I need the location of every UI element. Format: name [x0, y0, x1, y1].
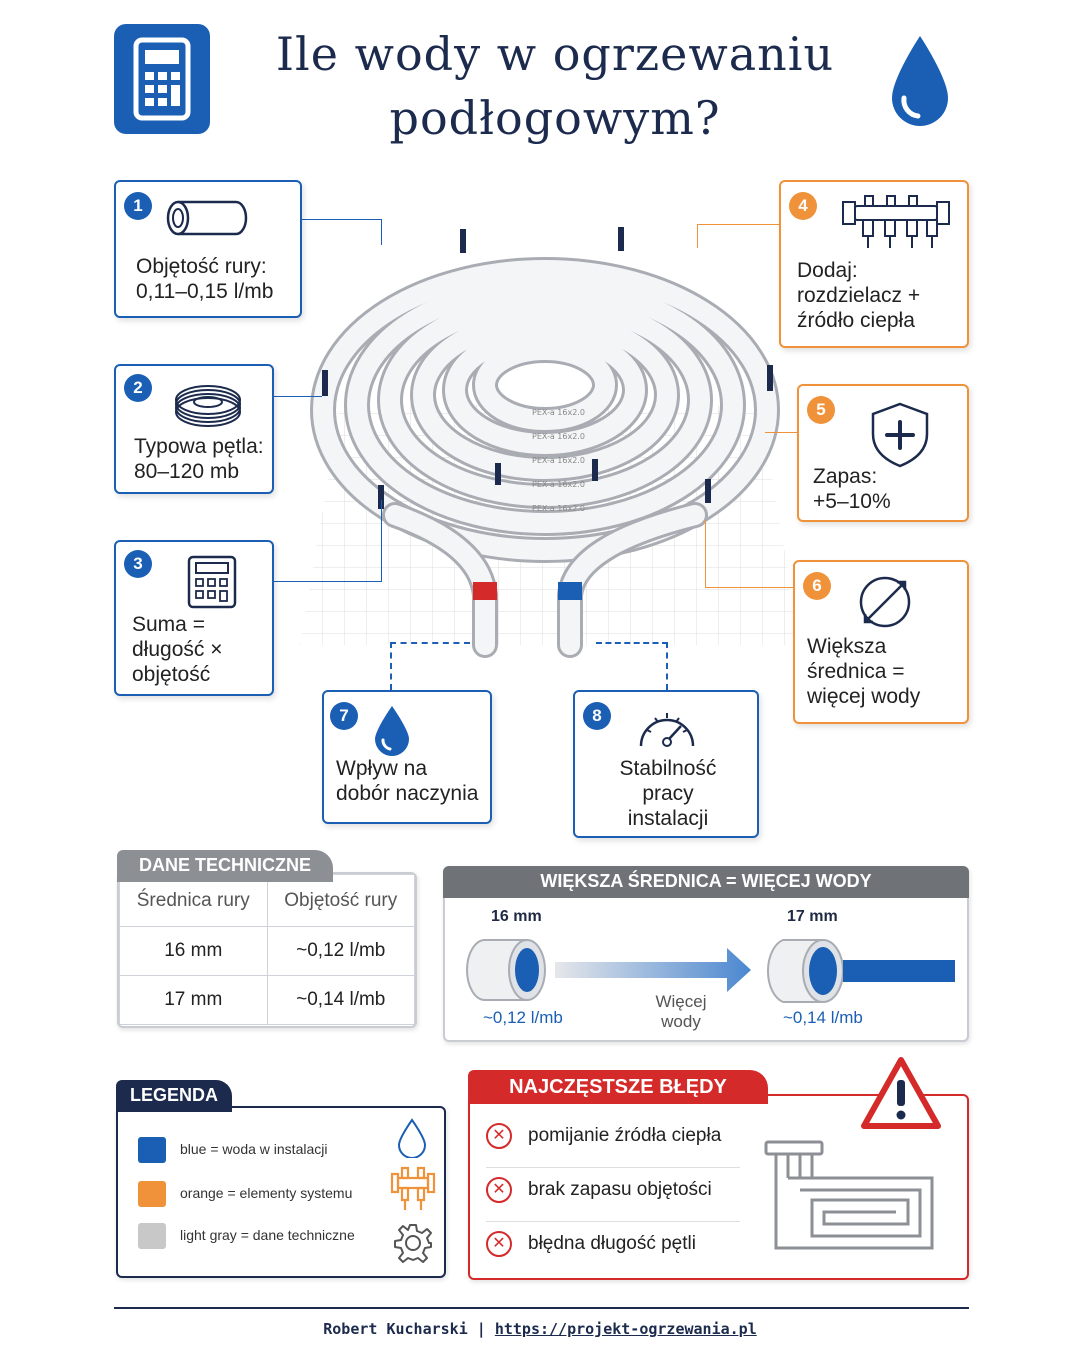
info-card-sum: 3 Suma = długość × objętość	[114, 540, 274, 696]
shield-plus-icon	[867, 400, 933, 468]
technical-data-table	[119, 874, 415, 1025]
diameter-panel-title: WIĘKSZA ŚREDNICA = WIĘCEJ WODY	[443, 866, 969, 898]
manifold-orange-icon	[390, 1166, 436, 1212]
common-errors-tab: NAJCZĘSTSZE BŁĘDY	[468, 1070, 768, 1104]
step-number: 2	[124, 374, 152, 402]
underfloor-pipe-coil-illustration	[300, 215, 800, 660]
connector-line-5	[765, 432, 797, 433]
legend-tab: LEGENDA	[116, 1080, 232, 1112]
table-header-row	[120, 875, 415, 927]
water-drop-icon	[396, 1118, 428, 1158]
legend-swatch-gray	[138, 1223, 166, 1249]
manifold-icon	[839, 194, 951, 252]
legend-swatch-orange	[138, 1181, 166, 1207]
error-item: ✕ błędna długość pętli	[486, 1224, 740, 1276]
manifold-loop-schematic-icon	[762, 1130, 942, 1258]
svg-text:PEX-a 16x2.0: PEX-a 16x2.0	[532, 504, 585, 513]
info-card-typical-loop: 2 Typowa pętla: 80–120 mb	[114, 364, 274, 494]
svg-text:PEX-a 16x2.0: PEX-a 16x2.0	[532, 456, 585, 465]
info-card-add-manifold: 4 Dodaj: rozdzielacz + źródło ciepła	[779, 180, 969, 348]
calculator-icon	[186, 554, 238, 610]
svg-text:PEX-a 16x2.0: PEX-a 16x2.0	[532, 408, 585, 417]
connector-line-2	[274, 396, 322, 397]
info-card-diameter: 6 Większa średnica = więcej wody	[793, 560, 969, 724]
table-cell: ~0,14 l/mb	[267, 976, 415, 1025]
column-header: Objętość rury	[267, 875, 415, 927]
legend-swatch-blue	[138, 1137, 166, 1163]
website-link[interactable]: https://projekt-ogrzewania.pl	[494, 1320, 757, 1338]
volume-label: ~0,12 l/mb	[483, 1008, 563, 1027]
svg-text:PEX-a 16x2.0: PEX-a 16x2.0	[532, 480, 585, 489]
step-number: 8	[583, 702, 611, 730]
pipe-size-label: 16 mm	[491, 908, 542, 925]
svg-text:PEX-a 16x2.0: PEX-a 16x2.0	[532, 432, 585, 441]
info-card-expansion-vessel: 7 Wpływ na dobór naczynia	[322, 690, 492, 824]
error-item: ✕ brak zapasu objętości	[486, 1170, 740, 1222]
step-number: 3	[124, 550, 152, 578]
connector-line-3	[274, 500, 382, 582]
legend-item: orange = elementy systemu	[138, 1180, 352, 1206]
gear-icon	[392, 1222, 434, 1264]
connector-line-6	[705, 520, 793, 588]
diameter-icon	[855, 572, 915, 632]
calculator-badge-icon	[114, 24, 210, 134]
legend-item: blue = woda w instalacji	[138, 1136, 327, 1162]
info-card-pipe-volume: 1 Objętość rury: 0,11–0,15 l/mb	[114, 180, 302, 318]
info-card-stability: 8 Stabilność pracy instalacji	[573, 690, 759, 838]
step-number: 6	[803, 572, 831, 600]
technical-data-tab: DANE TECHNICZNE	[117, 850, 333, 882]
connector-line-8	[596, 642, 668, 690]
water-drop-icon	[372, 704, 412, 756]
footer: Robert Kucharski | https://projekt-ogrzewania.pl	[323, 1320, 757, 1338]
info-card-reserve: 5 Zapas: +5–10%	[797, 384, 969, 522]
pipe-size-label: 17 mm	[787, 908, 838, 925]
volume-label: ~0,14 l/mb	[783, 1008, 863, 1027]
footer-divider	[114, 1307, 969, 1309]
step-number: 1	[124, 192, 152, 220]
warning-triangle-icon	[860, 1056, 942, 1130]
table-cell: 16 mm	[120, 927, 268, 976]
legend-item: light gray = dane techniczne	[138, 1222, 355, 1248]
x-circle-icon: ✕	[486, 1177, 512, 1203]
author-name: Robert Kucharski	[323, 1320, 468, 1338]
x-circle-icon: ✕	[486, 1123, 512, 1149]
gauge-icon	[635, 704, 699, 752]
connector-line-4	[697, 224, 779, 248]
arrow-label: Więcej wody	[655, 992, 707, 1031]
diameter-comparison-panel	[443, 866, 969, 1042]
page-title: Ile wody w ogrzewaniu podłogowym?	[275, 27, 835, 145]
table-row	[120, 976, 415, 1025]
step-number: 5	[807, 396, 835, 424]
error-item: ✕ pomijanie źródła ciepła	[486, 1116, 740, 1168]
connector-line-1	[300, 219, 382, 245]
step-number: 7	[330, 702, 358, 730]
step-number: 4	[789, 192, 817, 220]
pipe-coil-icon	[172, 376, 246, 430]
table-cell: 17 mm	[120, 976, 268, 1025]
x-circle-icon: ✕	[486, 1231, 512, 1257]
pipe-segment-icon	[164, 194, 250, 242]
table-row	[120, 927, 415, 976]
technical-data-panel	[117, 872, 417, 1028]
table-cell: ~0,12 l/mb	[267, 927, 415, 976]
column-header: Średnica rury	[120, 875, 268, 927]
water-drop-icon	[888, 34, 952, 130]
connector-line-7	[390, 642, 470, 690]
legend-panel	[116, 1106, 446, 1278]
